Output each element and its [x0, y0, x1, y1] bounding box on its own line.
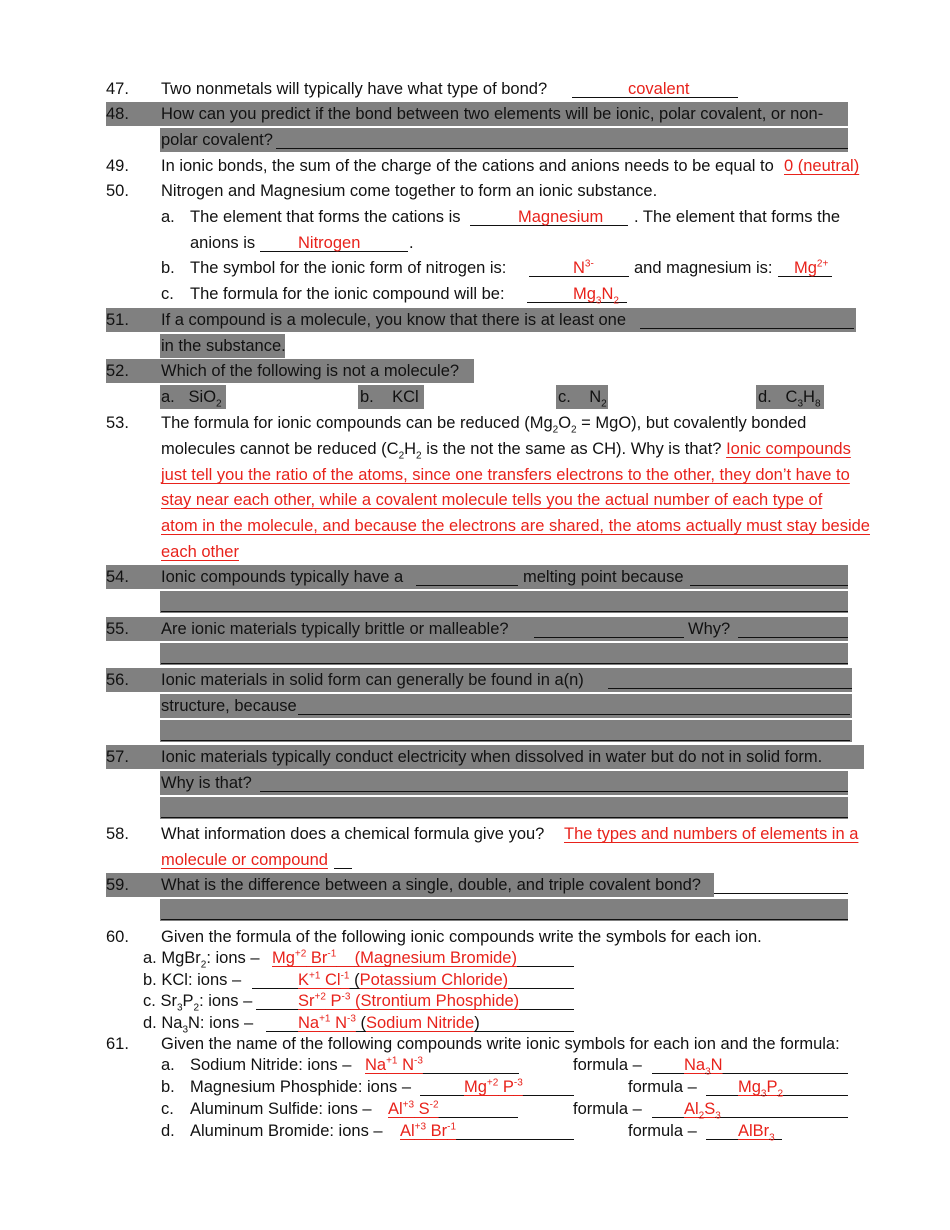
- q60-a-label: a.: [143, 949, 157, 967]
- q60-d-ion2: N: [330, 1014, 347, 1032]
- q61-d-formula-label: formula –: [628, 1122, 697, 1140]
- q50-c-blank[interactable]: [527, 282, 627, 307]
- q51-line1: If a compound is a molecule, you know that there is at least one: [161, 311, 627, 329]
- q61-a-name: Sodium Nitride: ions –: [190, 1056, 352, 1074]
- q60-a-formula: MgBr: [161, 949, 201, 967]
- q51-answer-blank[interactable]: [640, 310, 854, 329]
- q60-b-ion1: K: [298, 971, 310, 989]
- q52-option-a-label: a.: [161, 388, 175, 406]
- q58-answer-line1[interactable]: The types and numbers of elements in a: [564, 825, 859, 843]
- q60-b-blank[interactable]: [252, 968, 574, 989]
- q56-number: 56.: [106, 671, 129, 689]
- q60-d-ion1: Na: [298, 1014, 320, 1032]
- q50-a-blank2[interactable]: [260, 231, 408, 252]
- q60-b-ion1-charge: +1: [309, 970, 321, 982]
- q60-a-ion1-charge: +2: [294, 948, 307, 960]
- q60-c-name: (Strontium Phosphide): [355, 992, 520, 1010]
- q60-d-name: Sodium Nitride: [366, 1014, 475, 1032]
- q59-blank1[interactable]: [714, 875, 848, 894]
- q61-d-ion1: Al: [400, 1122, 415, 1140]
- q60-b-ion2: Cl: [320, 971, 341, 989]
- q61-d-ion1-charge: +3: [414, 1121, 427, 1133]
- q49-number: 49.: [106, 157, 129, 175]
- q50-a-text: The element that forms the cations is: [190, 208, 461, 226]
- q50-a-label: a.: [161, 208, 175, 226]
- q61-b-ion1: Mg: [464, 1078, 487, 1096]
- q60-d-blank[interactable]: [266, 1011, 574, 1032]
- q55-text1: Are ionic materials typically brittle or malleable?: [161, 620, 509, 638]
- q50-b-answer1-charge: 3-: [584, 258, 594, 270]
- q57-text1: Ionic materials typically conduct electricity when dissolved in water but do not in solid form.: [161, 748, 823, 766]
- q60-a-ion2: Br: [306, 949, 328, 967]
- q52-option-b-text: KCl: [392, 388, 419, 406]
- q55-blank1[interactable]: [534, 619, 684, 638]
- q52-option-c-sub: 2: [601, 398, 607, 410]
- q50-b-answer2-charge: 2+: [816, 258, 829, 270]
- q54-blank2[interactable]: [690, 567, 848, 586]
- q50-a-blank1[interactable]: [470, 205, 628, 226]
- q61-a-ion2-charge: -3: [414, 1055, 423, 1067]
- q61-c-formula-sub2: 3: [715, 1110, 721, 1122]
- q61-b-ion2: P: [498, 1078, 514, 1096]
- q60-a-formula-sub: 2: [200, 959, 207, 971]
- q61-c-label: c.: [161, 1100, 174, 1118]
- q60-c-formula1: Sr: [160, 992, 177, 1010]
- q61-b-formula-sub2: 2: [777, 1088, 784, 1100]
- q50-b-answer2: Mg: [794, 259, 817, 277]
- q60-c-ions-label: : ions –: [199, 992, 253, 1010]
- q60-c-ion1: Sr: [298, 992, 315, 1010]
- q61-d-formula-sub1: 3: [769, 1132, 775, 1144]
- q61-d-formula-blank[interactable]: [706, 1119, 782, 1144]
- q53-line1b: O: [558, 414, 572, 432]
- q54-text2: melting point because: [523, 568, 684, 586]
- q61-c-ion2: S: [414, 1100, 430, 1118]
- q61-c-formula-b: S: [704, 1100, 716, 1118]
- q59-number: 59.: [106, 876, 129, 894]
- q53-line2a: molecules cannot be reduced (C: [161, 440, 399, 458]
- q50-c-answer-a: Mg: [573, 285, 596, 303]
- q60-b-name: Potassium Chloride): [359, 971, 509, 989]
- q50-b-label: b.: [161, 259, 175, 277]
- q50-b-blank1[interactable]: [529, 256, 629, 277]
- q60-c-blank[interactable]: [256, 989, 574, 1010]
- q50-c-answer-b: N: [601, 285, 614, 303]
- q53-line2b: H: [404, 440, 417, 458]
- q60-number: 60.: [106, 928, 129, 946]
- q53-line1-sub2: 2: [571, 424, 577, 436]
- q56-blank2[interactable]: [298, 696, 850, 715]
- q50-c-answer-sub1: 3: [595, 295, 602, 307]
- q53-line2-sub1: 2: [398, 450, 405, 462]
- q55-number: 55.: [106, 620, 129, 638]
- q60-c-formula-sub2: 2: [193, 1002, 200, 1014]
- q55-blank2[interactable]: [738, 619, 848, 638]
- q61-b-name: Magnesium Phosphide: ions –: [190, 1078, 412, 1096]
- q61-c-ion1: Al: [388, 1100, 403, 1118]
- q60-b-ion2-charge: -1: [340, 970, 350, 982]
- q61-a-formula-sub1: 3: [705, 1066, 711, 1078]
- q52-number: 52.: [106, 362, 129, 380]
- q56-blank1[interactable]: [608, 670, 852, 689]
- q61-b-formula-b: P: [766, 1078, 778, 1096]
- q58-text1: What information does a chemical formula give you?: [161, 825, 545, 843]
- q61-c-ion1-charge: +3: [402, 1099, 415, 1111]
- q49-answer[interactable]: 0 (neutral): [784, 157, 860, 175]
- q58-number: 58.: [106, 825, 129, 843]
- q58-answer-line2[interactable]: molecule or compound: [161, 851, 328, 869]
- q52-option-a[interactable]: [161, 385, 222, 409]
- q53-line1c: = MgO), but covalently bonded: [576, 414, 807, 432]
- q60-b-label: b.: [143, 971, 157, 989]
- q50-text: Nitrogen and Magnesium come together to form an ionic substance.: [161, 182, 658, 200]
- q53-line2-sub2: 2: [416, 450, 422, 462]
- q50-a-text4: .: [409, 234, 414, 252]
- q51-line2: in the substance.: [161, 337, 286, 355]
- q61-c-ion2-charge: -2: [429, 1099, 439, 1111]
- q50-number: 50.: [106, 182, 129, 200]
- q53-answer-line4: each other: [161, 543, 239, 561]
- q53-answer-line3: atom in the molecule, and because the electrons are shared, the atoms actually must stay beside: [161, 517, 870, 535]
- q53-line1-sub1: 2: [552, 424, 559, 436]
- q47-answer: covalent: [628, 80, 690, 98]
- q50-a-answer2: Nitrogen: [298, 234, 361, 252]
- q50-b-blank2[interactable]: [778, 256, 832, 277]
- q50-b-text: The symbol for the ionic form of nitrogen is:: [190, 259, 507, 277]
- q61-b-formula-sub1: 3: [760, 1088, 767, 1100]
- q61-a-formula-a: Na: [684, 1056, 706, 1074]
- q61-a-formula-label: formula –: [573, 1056, 642, 1074]
- q58-blank-tail: [334, 848, 352, 869]
- q51-number: 51.: [106, 311, 129, 329]
- q60-d-ions-label: N: ions –: [188, 1014, 254, 1032]
- q61-a-ions-blank[interactable]: [365, 1053, 519, 1074]
- q61-number: 61.: [106, 1035, 129, 1053]
- q54-text1: Ionic compounds typically have a: [161, 568, 404, 586]
- q48-number: 48.: [106, 105, 129, 123]
- q60-c-formula-sub1: 3: [176, 1002, 183, 1014]
- q54-number: 54.: [106, 568, 129, 586]
- q48-line2: polar covalent?: [161, 131, 273, 149]
- q60-c-label: c.: [143, 992, 156, 1010]
- q56-text2: structure, because: [161, 697, 297, 715]
- q61-d-label: d.: [161, 1122, 175, 1140]
- q59-blank2[interactable]: [161, 901, 848, 920]
- q60-a-name: (Magnesium Bromide): [354, 949, 517, 967]
- q61-b-formula-blank[interactable]: [706, 1075, 848, 1100]
- q60-d-ion2-charge: -3: [347, 1013, 356, 1025]
- q52-option-d-label: d.: [758, 388, 772, 406]
- q50-c-text: The formula for the ionic compound will be:: [190, 285, 505, 303]
- q61-b-formula-a: Mg: [738, 1078, 761, 1096]
- q61-b-ions-blank[interactable]: [420, 1075, 574, 1096]
- q49-text: In ionic bonds, the sum of the charge of the cations and anions needs to be equal to: [161, 157, 774, 175]
- q61-b-label: b.: [161, 1078, 175, 1096]
- q61-a-ion1-charge: +1: [386, 1055, 398, 1067]
- q50-a-text3: anions is: [190, 234, 256, 252]
- q60-c-ion2-charge: -3: [341, 991, 351, 1003]
- q55-text2: Why?: [688, 620, 731, 638]
- q53-answer-line1: just tell you the ratio of the atoms, since one transfers electrons to the other, they don’t have to: [161, 466, 850, 484]
- q61-c-formula-sub1: 2: [698, 1110, 705, 1122]
- q60-d-formula1: Na: [161, 1014, 183, 1032]
- q60-b-ions-label: : ions –: [187, 971, 242, 989]
- q61-d-ion2: Br: [426, 1122, 448, 1140]
- q61-c-formula-label: formula –: [573, 1100, 642, 1118]
- q52-option-a-sub: 2: [216, 398, 222, 410]
- q61-a-label: a.: [161, 1056, 175, 1074]
- q57-text2: Why is that?: [161, 774, 252, 792]
- q56-text1: Ionic materials in solid form can generally be found in a(n): [161, 671, 584, 689]
- q60-a-blank[interactable]: [272, 946, 574, 967]
- q55-blank3[interactable]: [161, 645, 848, 664]
- q61-a-formula-blank[interactable]: [652, 1053, 848, 1078]
- q60-d-paren-open: (: [360, 1014, 366, 1032]
- q60-d-label: d.: [143, 1014, 157, 1032]
- q53-number: 53.: [106, 414, 129, 432]
- q60-b-paren: (: [354, 971, 360, 989]
- q61-text1: Given the name of the following compounds write ionic symbols for each ion and the formula:: [161, 1035, 840, 1053]
- q56-blank3[interactable]: [161, 722, 850, 741]
- q57-blank2[interactable]: [161, 799, 848, 818]
- q61-c-formula-a: Al: [684, 1100, 699, 1118]
- q61-b-ion1-charge: +2: [486, 1077, 499, 1089]
- q61-a-formula-b: N: [710, 1056, 723, 1074]
- q61-c-name: Aluminum Sulfide: ions –: [190, 1100, 372, 1118]
- q61-d-ion2-charge: -1: [447, 1121, 457, 1133]
- q61-b-formula-label: formula –: [628, 1078, 697, 1096]
- q57-blank1[interactable]: [260, 773, 848, 792]
- q50-c-label: c.: [161, 285, 174, 303]
- q54-blank1[interactable]: [416, 567, 518, 586]
- q60-d-formula-sub: 3: [182, 1024, 189, 1036]
- q61-d-ions-blank[interactable]: [400, 1119, 574, 1140]
- q60-b-formula: KCl: [161, 971, 188, 989]
- q57-number: 57.: [106, 748, 129, 766]
- q53-line1a: The formula for ionic compounds can be reduced (Mg: [161, 414, 553, 432]
- q47-text: Two nonmetals will typically have what type of bond?: [161, 80, 548, 98]
- q53-answer-start: Ionic compounds: [726, 440, 851, 458]
- q50-a-text2: . The element that forms the: [634, 208, 841, 226]
- q53-line2c: is the not the same as CH). Why is that?: [421, 440, 722, 458]
- q52-option-c-text: N: [589, 388, 602, 406]
- q52-option-d-text2: H: [803, 388, 815, 406]
- q61-d-formula-a: AlBr: [738, 1122, 770, 1140]
- q60-c-ion2: P: [325, 992, 342, 1010]
- q61-a-ion2: N: [397, 1056, 414, 1074]
- q50-b-text2: and magnesium is:: [634, 259, 773, 277]
- q50-c-answer-sub2: 2: [613, 295, 619, 307]
- q61-c-formula-blank[interactable]: [652, 1097, 848, 1122]
- q47-answer-blank[interactable]: [572, 77, 738, 98]
- q50-a-answer1: Magnesium: [518, 208, 604, 226]
- q60-a-ion1: Mg: [272, 949, 295, 967]
- q50-b-answer1: N: [573, 259, 585, 277]
- q53-answer-line2: stay near each other, while a covalent molecule tells you the actual number of each type of: [161, 491, 823, 509]
- q52-option-a-text: SiO: [188, 388, 217, 406]
- q48-answer-blank[interactable]: [276, 130, 848, 149]
- q47-number: 47.: [106, 80, 129, 98]
- q59-text1: What is the difference between a single, double, and triple covalent bond?: [161, 876, 701, 894]
- q61-c-ions-blank[interactable]: [388, 1097, 518, 1118]
- q60-c-ion1-charge: +2: [314, 991, 326, 1003]
- q61-b-ion2-charge: -3: [513, 1077, 523, 1089]
- q52-option-b-label: b.: [360, 388, 374, 406]
- q52-option-c[interactable]: [558, 385, 607, 409]
- q52-option-c-label: c.: [558, 388, 571, 406]
- q48-line1: How can you predict if the bond between two elements will be ionic, polar covalent, or non-: [161, 105, 824, 123]
- q52-option-d-sub2: 8: [814, 398, 821, 410]
- q52-option-d-text: C: [785, 388, 798, 406]
- q60-d-ion1-charge: +1: [319, 1013, 331, 1025]
- q52-text: Which of the following is not a molecule?: [161, 362, 460, 380]
- q52-option-b[interactable]: [360, 385, 419, 409]
- q60-c-formula2: P: [182, 992, 194, 1010]
- q61-d-name: Aluminum Bromide: ions –: [190, 1122, 383, 1140]
- q52-option-d[interactable]: [758, 385, 821, 409]
- q52-option-d-sub1: 3: [797, 398, 804, 410]
- q54-blank3[interactable]: [161, 593, 848, 612]
- q60-text1: Given the formula of the following ionic compounds write the symbols for each ion.: [161, 928, 762, 946]
- q60-a-ion2-charge: -1: [327, 948, 337, 960]
- q60-d-paren-close: ): [474, 1014, 480, 1032]
- q61-a-ion1: Na: [365, 1056, 387, 1074]
- q60-a-ions-label: : ions –: [206, 949, 260, 967]
